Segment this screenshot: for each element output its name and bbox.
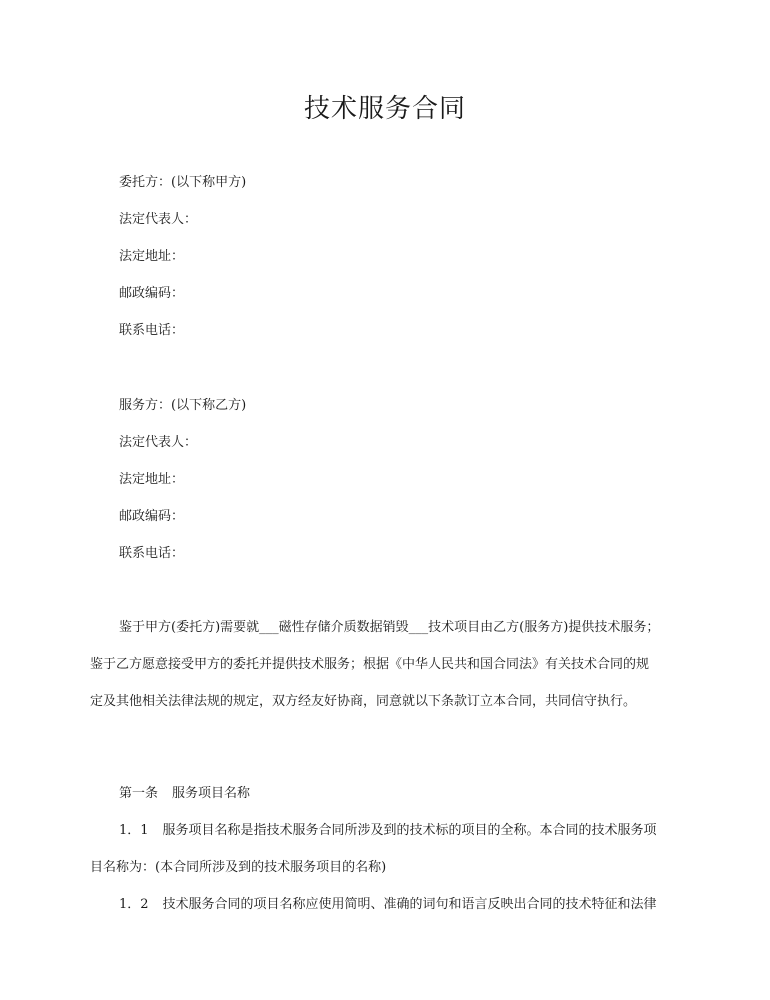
party-b-address: 法定地址：	[119, 472, 185, 487]
party-a-rep: 法定代表人：	[119, 212, 198, 227]
preamble-line-1	[119, 616, 659, 635]
article-1-title: 服务项目名称	[172, 786, 251, 801]
clause-1-1-line-2: 目名称为：(本合同所涉及到的技术服务项目的名称)	[90, 860, 387, 875]
party-b-postcode: 邮政编码：	[119, 509, 185, 524]
clause-1-1-line-1	[119, 819, 657, 838]
clause-1-1-text: 服务项目名称是指技术服务合同所涉及到的技术标的项目的全称。本合同的技术服务项	[162, 823, 657, 838]
article-1-heading	[119, 782, 250, 801]
party-b-phone: 联系电话：	[119, 546, 185, 561]
preamble-line-3: 定及其他相关法律法规的规定，双方经友好协商，同意就以下条款订立本合同，共同信守执行。	[90, 694, 637, 709]
clause-1-1-number: 1．1	[119, 823, 149, 838]
clause-1-2-text: 技术服务合同的项目名称应使用简明、准确的词句和语言反映出合同的技术特征和法律	[162, 897, 657, 912]
party-a-address: 法定地址：	[119, 249, 185, 264]
project-name: ___磁性存储介质数据销毁___	[259, 620, 429, 635]
party-a-postcode: 邮政编码：	[119, 286, 185, 301]
clause-1-2-line-1	[119, 893, 657, 912]
party-b-rep: 法定代表人：	[119, 435, 198, 450]
preamble-line-2: 鉴于乙方愿意接受甲方的委托并提供技术服务；根据《中华人民共和国合同法》有关技术合同的规	[90, 657, 650, 672]
preamble-text-b: 技术项目由乙方(服务方)提供技术服务；	[428, 620, 660, 635]
contract-title: 技术服务合同	[303, 94, 466, 124]
preamble-text-a: 鉴于甲方(委托方)需要就	[119, 620, 260, 635]
article-1-number: 第一条	[119, 786, 159, 801]
party-a-phone: 联系电话：	[119, 323, 185, 338]
clause-1-2-number: 1．2	[119, 897, 149, 912]
party-a-heading: 委托方：(以下称甲方)	[119, 175, 247, 190]
party-b-heading: 服务方：(以下称乙方)	[119, 398, 247, 413]
